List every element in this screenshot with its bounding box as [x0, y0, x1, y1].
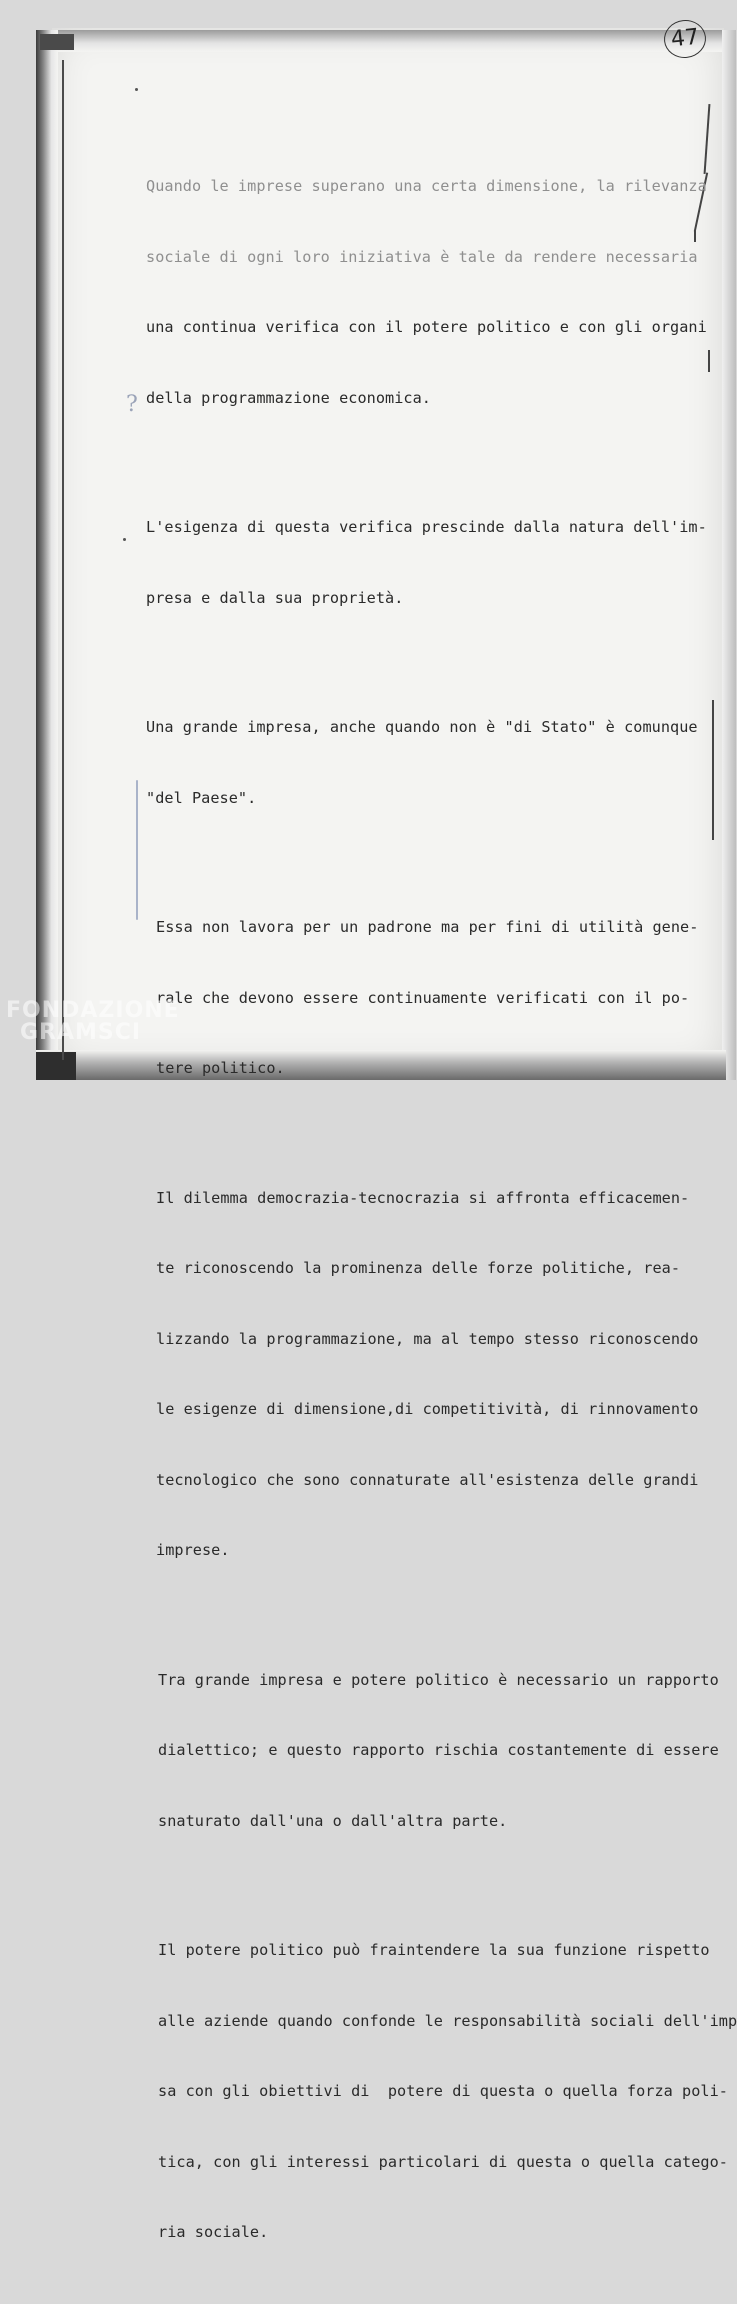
- text-line: tecnologico che sono connaturate all'esistenza delle grandi: [156, 1470, 699, 1489]
- text-line: imprese.: [156, 1541, 230, 1559]
- text-line: tica, con gli interessi particolari di questa o quella catego-: [158, 2152, 729, 2171]
- pencil-question-mark-icon: ?: [126, 392, 138, 417]
- text-line: una continua verifica con il potere politico e con gli organi: [146, 318, 707, 336]
- text-line: della programmazione economica.: [146, 388, 432, 407]
- text-line: Quando le imprese superano una certa dimensione, la rilevanza: [146, 177, 707, 195]
- scan-right-edge: [722, 30, 736, 1080]
- margin-mark: [712, 700, 714, 840]
- text-line: tere politico.: [156, 1059, 285, 1077]
- scan-speck: [135, 88, 138, 91]
- paragraph: [158, 1892, 737, 2292]
- text-line: ria sociale.: [158, 2223, 269, 2241]
- scan-top-edge: [36, 30, 726, 52]
- text-line: le esigenze di dimensione,di competitività, di rinnovamento: [156, 1400, 699, 1418]
- paragraph: [156, 869, 708, 1128]
- page-number: 47: [662, 18, 708, 60]
- watermark-line: GRAMSCI: [20, 1020, 142, 1045]
- text-line: presa e dalla sua proprietà.: [146, 588, 404, 607]
- text-line: Il dilemma democrazia-tecnocrazia si affronta efficacemen-: [156, 1188, 690, 1207]
- paragraph: [146, 128, 708, 457]
- watermark-line: FONDAZIONE: [6, 998, 180, 1023]
- body-text: [146, 128, 737, 2304]
- watermark-logo: [6, 1000, 180, 1044]
- scan-speck: [123, 538, 126, 541]
- text-line: lizzando la programmazione, ma al tempo stesso riconoscendo: [156, 1329, 699, 1348]
- scan-corner-mark: [36, 1052, 76, 1080]
- text-line: Il potere politico può fraintendere la sua funzione rispetto: [158, 1941, 710, 1959]
- scan-left-edge: [36, 30, 58, 1070]
- pencil-bracket-mark: [136, 780, 138, 920]
- text-line: Una grande impresa, anche quando non è "di Stato" è comunque: [146, 718, 698, 736]
- text-line: te riconoscendo la prominenza delle forze politiche, rea-: [156, 1259, 681, 1277]
- text-line: Tra grande impresa e potere politico è necessario un rapporto: [158, 1670, 719, 1689]
- text-line: rale che devono essere continuamente verificati con il po-: [156, 988, 690, 1007]
- text-line: alle aziende quando confonde le responsabilità sociali dell'imp: [158, 2011, 737, 2030]
- paragraph: [146, 469, 708, 657]
- paragraph: [146, 669, 708, 857]
- paragraph: [158, 1622, 719, 1881]
- scan-corner-mark: [40, 34, 74, 50]
- text-line: L'esigenza di questa verifica prescinde dalla natura dell'im-: [146, 518, 707, 536]
- margin-mark: [708, 350, 710, 372]
- text-line: sociale di ogni loro iniziativa è tale da rendere necessaria: [146, 247, 698, 266]
- text-line: sa con gli obiettivi di potere di questa o quella forza poli-: [158, 2082, 729, 2100]
- text-line: dialettico; e questo rapporto rischia costantemente di essere: [158, 1741, 719, 1759]
- text-line: "del Paese".: [146, 788, 257, 807]
- margin-rule: [62, 60, 64, 1060]
- text-line: snaturato dall'una o dall'altra parte.: [158, 1811, 508, 1830]
- paragraph: [156, 1140, 708, 1610]
- text-line: Essa non lavora per un padrone ma per fini di utilità gene-: [156, 918, 699, 936]
